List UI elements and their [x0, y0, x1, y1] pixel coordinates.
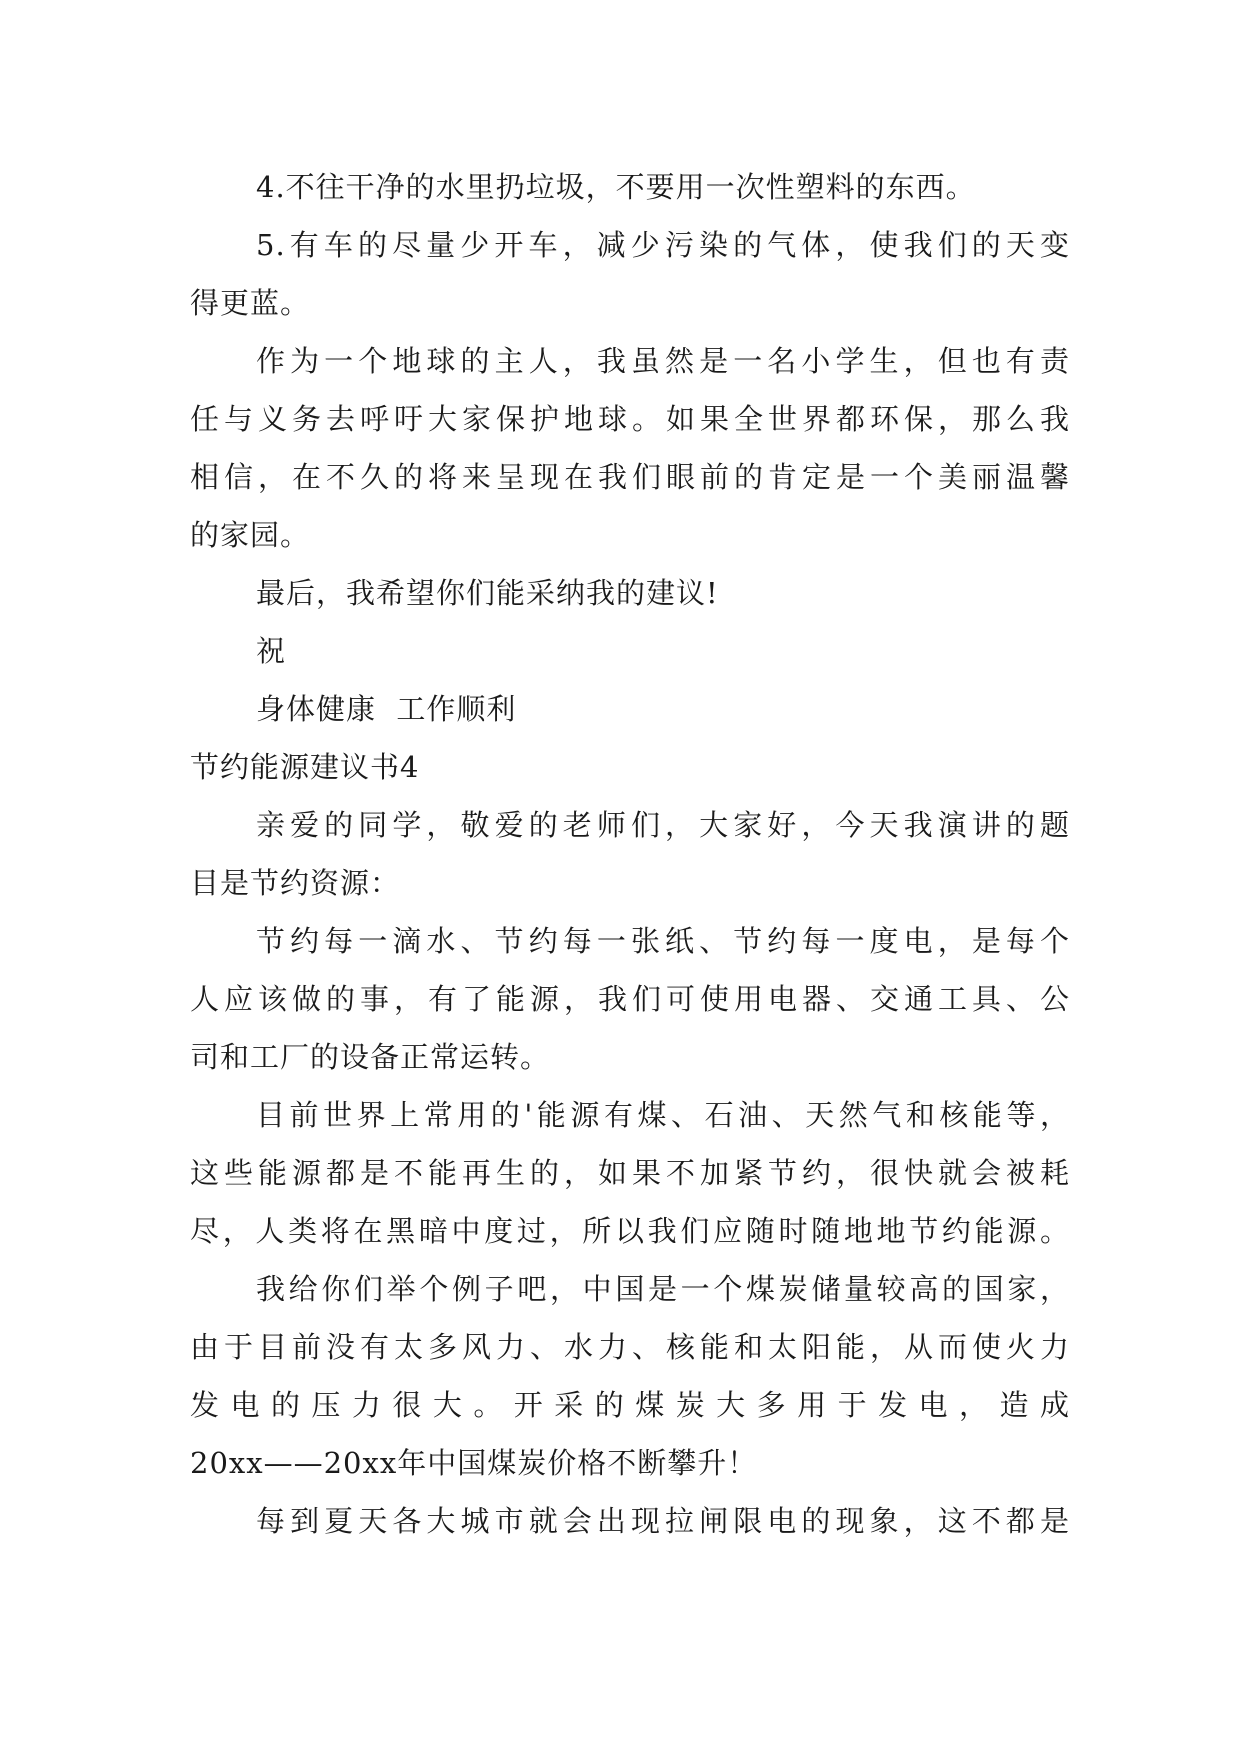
text-line: 这些能源都是不能再生的，如果不加紧节约，很快就会被耗 — [190, 1156, 1070, 1190]
section-heading: 节约能源建议书4 — [190, 750, 420, 784]
text-line: 亲爱的同学，敬爱的老师们，大家好，今天我演讲的题 — [256, 808, 1070, 842]
text-line: 尽，人类将在黑暗中度过，所以我们应随时随地地节约能源。 — [190, 1214, 1070, 1248]
text-line: 5.有车的尽量少开车，减少污染的气体，使我们的天变 — [256, 228, 1070, 262]
text-line: 任与义务去呼吁大家保护地球。如果全世界都环保，那么我 — [190, 402, 1070, 436]
text-line: 得更蓝。 — [190, 286, 311, 320]
text-line: 20xx——20xx年中国煤炭价格不断攀升！ — [190, 1446, 758, 1480]
text-line: 由于目前没有太多风力、水力、核能和太阳能，从而使火力 — [190, 1330, 1070, 1364]
text-line: 节约每一滴水、节约每一张纸、节约每一度电，是每个 — [256, 924, 1070, 958]
text-line: 每到夏天各大城市就会出现拉闸限电的现象，这不都是 — [256, 1504, 1070, 1538]
text-line: 相信，在不久的将来呈现在我们眼前的肯定是一个美丽温馨 — [190, 460, 1070, 494]
text-line: 身体健康 工作顺利 — [256, 692, 517, 726]
text-line: 发电的压力很大。开采的煤炭大多用于发电，造成 — [190, 1388, 1070, 1422]
text-line: 4.不往干净的水里扔垃圾，不要用一次性塑料的东西。 — [256, 170, 976, 204]
text-line: 司和工厂的设备正常运转。 — [190, 1040, 551, 1074]
text-line: 的家园。 — [190, 518, 311, 552]
text-line: 祝 — [256, 634, 287, 668]
text-line: 人应该做的事，有了能源，我们可使用电器、交通工具、公 — [190, 982, 1070, 1016]
text-line: 目是节约资源： — [190, 866, 401, 900]
text-line: 作为一个地球的主人，我虽然是一名小学生，但也有责 — [256, 344, 1070, 378]
text-line: 我给你们举个例子吧，中国是一个煤炭储量较高的国家， — [256, 1272, 1070, 1306]
text-line: 最后，我希望你们能采纳我的建议! — [256, 576, 719, 610]
text-line: 目前世界上常用的'能源有煤、石油、天然气和核能等， — [256, 1098, 1070, 1132]
